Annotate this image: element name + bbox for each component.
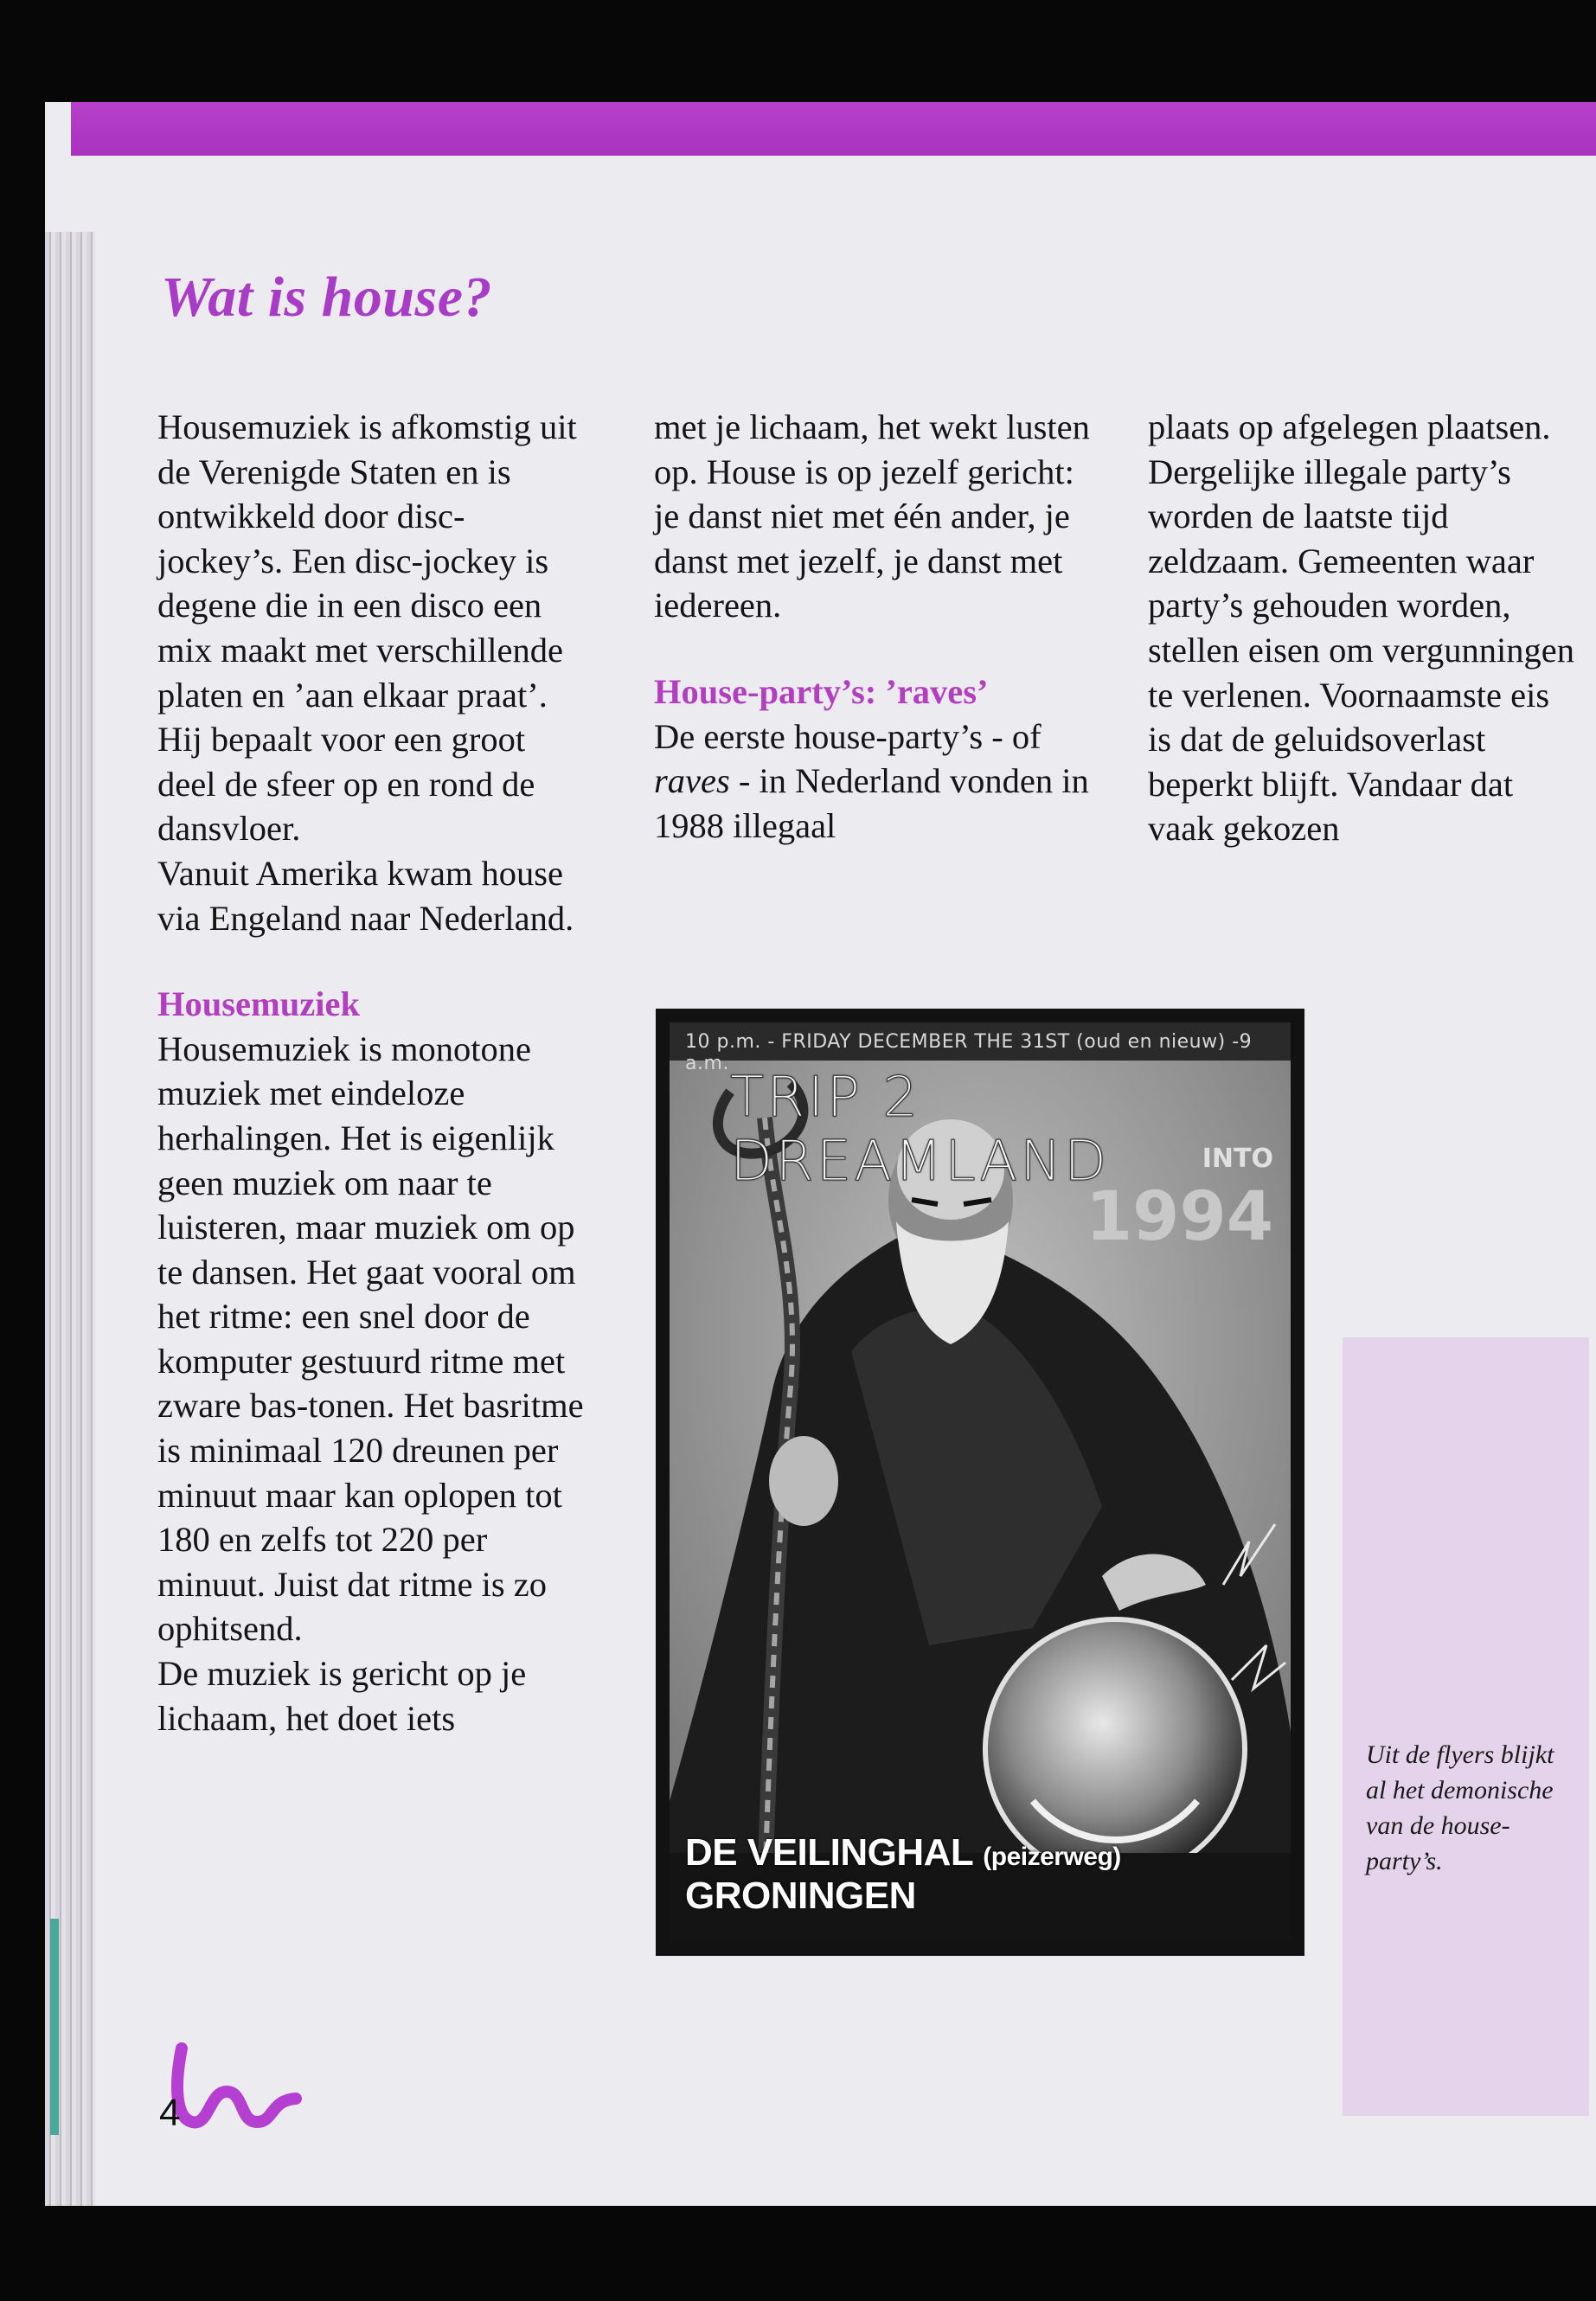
- subheading-housemuziek: Housemuziek: [157, 984, 361, 1024]
- flyer-date-line: 10 p.m. - FRIDAY DECEMBER THE 31ST (oud en nieuw) -9 a.m.: [685, 1031, 1253, 1074]
- magazine-page: [45, 102, 1596, 2206]
- text-column-1: [157, 405, 590, 1740]
- flyer-into: INTO: [1202, 1144, 1273, 1174]
- image-caption: Uit de flyers blijkt al het demonische van de house-party’s.: [1366, 1740, 1554, 1875]
- text-column-3: [1148, 405, 1580, 851]
- housemuziek-paragraph-2: De muziek is gericht op je lichaam, het doet iets: [157, 1654, 527, 1738]
- flyer-artwork: [670, 1022, 1291, 1942]
- flyer-title: TRIP 2 DREAMLAND: [730, 1066, 1110, 1194]
- header-color-band: [71, 102, 1596, 156]
- page-edges-decoration: [45, 232, 95, 2206]
- text-column-2: [654, 405, 1104, 848]
- flyer-venue-line: DE VEILINGHAL (peizerweg) GRONINGEN: [685, 1831, 1121, 1917]
- intro-paragraph-2: Vanuit Amerika kwam house via Engeland naar Nederland.: [157, 853, 574, 938]
- raves-paragraph: De eerste house-party’s - of raves - in Nederland vonden in 1988 illegaal: [654, 716, 1089, 845]
- flyer-year: 1994: [1085, 1178, 1273, 1256]
- page-number: 4: [159, 2092, 181, 2134]
- continued-paragraph: met je lichaam, het wekt lusten op. House is op jezelf gericht: je danst niet met één ander, je danst met jezelf, je danst met iedereen.: [654, 407, 1090, 625]
- page-edge-tab: [50, 1919, 59, 2135]
- intro-paragraph: Housemuziek is afkomstig uit de Verenigde Staten en is ontwikkeld door disc-jockey’s. Een disc-jockey is degene die in een disco een mix maakt met verschillende platen en ’aan elkaar praat’. Hij bepaalt voor een groot deel de sfeer op en rond de dansvloer.: [157, 407, 577, 849]
- housemuziek-paragraph: Housemuziek is monotone muziek met eindeloze herhalingen. Het is eigenlijk geen muziek om naar te luisteren, maar muziek om op te dansen. Het gaat vooral om het ritme: een snel door de komputer gestuurd ritme met zware bas-tonen. Het basritme is minimaal 120 dreunen per minuut maar kan oplopen tot 180 en zelfs tot 220 per minuut. Juist dat ritme is zo ophitsend.: [157, 1029, 584, 1649]
- subheading-house-partys: House-party’s: ’raves’: [654, 671, 989, 711]
- caption-background: [1343, 1337, 1589, 2116]
- page-title: Wat is house?: [161, 266, 493, 329]
- magazine-logo-squiggle: [166, 2040, 304, 2135]
- column-3-paragraph: plaats op afgelegen plaatsen. Dergelijke illegale party’s worden de laatste tijd zeldzaam. Gemeenten waar party’s gehouden worden, stellen eisen om vergunningen te verlenen. Voornaamste eis is dat de geluidsoverlast beperkt blijft. Vandaar dat vaak gekozen: [1148, 407, 1575, 849]
- rave-flyer-image: [656, 1009, 1304, 1956]
